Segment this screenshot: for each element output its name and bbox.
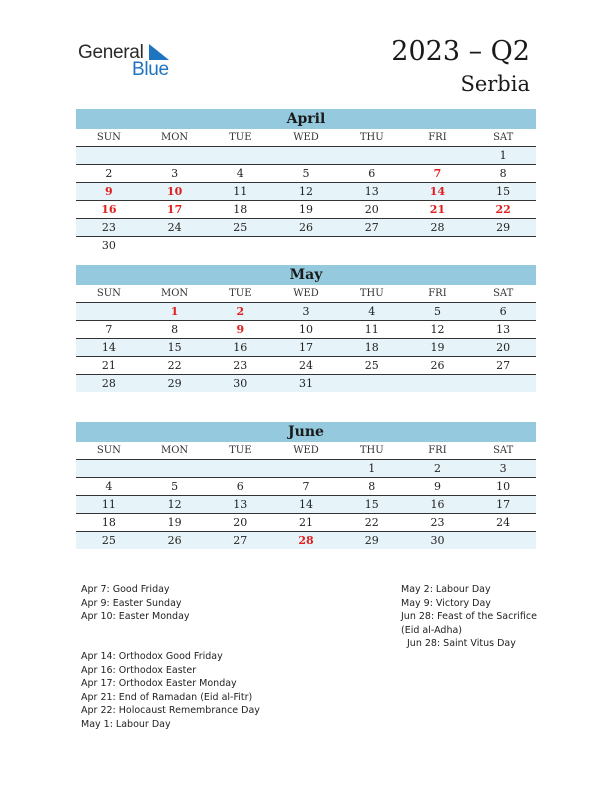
day-cell: 8: [499, 167, 507, 180]
day-cell: 30: [430, 534, 445, 547]
day-cell: 6: [236, 480, 244, 493]
day-cell: 23: [101, 221, 116, 234]
day-cell: 14: [429, 185, 446, 198]
logo-triangle-icon: [149, 44, 169, 60]
month-april: [76, 109, 536, 254]
day-cell: 8: [171, 323, 179, 336]
holiday-note: Jun 28: Feast of the Sacrifice: [401, 611, 537, 622]
day-cell: 17: [299, 341, 314, 354]
empty-day-cell: [470, 532, 536, 549]
weekday-label: MON: [160, 132, 189, 143]
day-cell: 31: [299, 377, 314, 390]
week-row: [76, 303, 536, 321]
day-cell: 22: [364, 516, 379, 529]
day-cell: 4: [368, 305, 376, 318]
weekday-label: TUE: [229, 132, 252, 143]
holiday-list-right: [401, 583, 537, 651]
holiday-note: Apr 7: Good Friday: [81, 584, 170, 595]
weekday-header-row: [76, 285, 536, 303]
week-row: [76, 219, 536, 237]
month-june: [76, 422, 536, 549]
weekday-label: MON: [160, 445, 189, 456]
day-cell: 24: [496, 516, 511, 529]
empty-day-cell: [470, 237, 536, 254]
week-row: [76, 321, 536, 339]
holiday-note: Apr 21: End of Ramadan (Eid al-Fitr): [81, 691, 253, 703]
day-cell: 25: [101, 534, 116, 547]
day-cell: 8: [368, 480, 376, 493]
empty-day-cell: [142, 460, 208, 477]
day-cell: 4: [236, 167, 244, 180]
holiday-note: May 1: Labour Day: [81, 718, 171, 730]
empty-day-cell: [339, 147, 405, 164]
day-cell: 28: [101, 377, 116, 390]
weekday-label: SUN: [96, 132, 121, 143]
day-cell: 9: [105, 185, 113, 198]
day-cell: 23: [233, 359, 248, 372]
day-cell: 7: [105, 323, 113, 336]
day-cell: 19: [430, 341, 445, 354]
country-name: Serbia: [460, 72, 530, 96]
day-cell: 21: [101, 359, 116, 372]
holiday-note: May 9: Victory Day: [401, 597, 491, 609]
day-cell: 16: [233, 341, 248, 354]
day-cell: 10: [166, 185, 183, 198]
empty-day-cell: [470, 375, 536, 392]
empty-day-cell: [339, 237, 405, 254]
empty-day-cell: [207, 147, 273, 164]
day-cell: 13: [364, 185, 379, 198]
day-cell: 11: [364, 323, 379, 336]
day-cell: 10: [299, 323, 314, 336]
day-cell: 28: [430, 221, 445, 234]
week-row: [76, 201, 536, 219]
empty-day-cell: [405, 237, 471, 254]
weekday-label: WED: [293, 445, 319, 456]
weekday-label: SAT: [493, 445, 514, 456]
day-cell: 11: [233, 185, 248, 198]
month-name: April: [76, 109, 536, 129]
month-may: [76, 265, 536, 392]
weekday-label: THU: [359, 288, 384, 299]
week-row: [76, 237, 536, 254]
day-cell: 1: [368, 462, 376, 475]
day-cell: 12: [167, 498, 182, 511]
week-row: [76, 478, 536, 496]
empty-day-cell: [207, 460, 273, 477]
day-cell: 2: [236, 305, 245, 318]
empty-day-cell: [273, 147, 339, 164]
day-cell: 26: [167, 534, 182, 547]
day-cell: 29: [167, 377, 182, 390]
empty-day-cell: [273, 237, 339, 254]
day-cell: 3: [499, 462, 507, 475]
week-row: [76, 165, 536, 183]
empty-day-cell: [76, 460, 142, 477]
weekday-label: FRI: [428, 288, 447, 299]
holiday-note: (Eid al-Adha): [401, 624, 462, 636]
week-row: [76, 147, 536, 165]
weekday-label: SUN: [96, 445, 121, 456]
empty-day-cell: [405, 147, 471, 164]
day-cell: 13: [496, 323, 511, 336]
holiday-note: May 2: Labour Day: [401, 584, 491, 595]
holiday-note: Jun 28: Saint Vitus Day: [407, 638, 516, 649]
day-cell: 27: [364, 221, 379, 234]
empty-day-cell: [339, 375, 405, 392]
week-row: [76, 532, 536, 549]
week-row: [76, 496, 536, 514]
day-cell: 21: [299, 516, 314, 529]
day-cell: 1: [170, 305, 179, 318]
day-cell: 2: [105, 167, 113, 180]
day-cell: 3: [171, 167, 179, 180]
day-cell: 6: [499, 305, 507, 318]
day-cell: 12: [430, 323, 445, 336]
weekday-header-row: [76, 129, 536, 147]
day-cell: 12: [299, 185, 314, 198]
day-cell: 7: [302, 480, 310, 493]
weekday-label: TUE: [229, 445, 252, 456]
empty-day-cell: [142, 147, 208, 164]
weekday-label: THU: [359, 132, 384, 143]
day-cell: 26: [299, 221, 314, 234]
day-cell: 7: [433, 167, 442, 180]
day-cell: 2: [433, 462, 441, 475]
day-cell: 14: [101, 341, 116, 354]
day-cell: 15: [167, 341, 182, 354]
holiday-note: Apr 17: Orthodox Easter Monday: [81, 678, 237, 689]
day-cell: 18: [101, 516, 116, 529]
day-cell: 25: [233, 221, 248, 234]
day-cell: 17: [166, 203, 183, 216]
holiday-note: Apr 9: Easter Sunday: [81, 597, 182, 609]
day-cell: 17: [496, 498, 511, 511]
holiday-note: Apr 14: Orthodox Good Friday: [81, 651, 223, 662]
weekday-label: WED: [293, 288, 319, 299]
day-cell: 15: [496, 185, 511, 198]
day-cell: 5: [171, 480, 179, 493]
empty-day-cell: [142, 237, 208, 254]
weekday-label: MON: [160, 288, 189, 299]
day-cell: 14: [299, 498, 314, 511]
day-cell: 4: [105, 480, 113, 493]
weekday-label: FRI: [428, 445, 447, 456]
weekday-label: SAT: [493, 132, 514, 143]
day-cell: 18: [233, 203, 248, 216]
day-cell: 25: [364, 359, 379, 372]
empty-day-cell: [207, 237, 273, 254]
weekday-label: THU: [359, 445, 384, 456]
day-cell: 24: [299, 359, 314, 372]
month-name: May: [76, 265, 536, 285]
day-cell: 22: [167, 359, 182, 372]
month-name: June: [76, 422, 536, 442]
day-cell: 16: [101, 203, 117, 216]
day-cell: 6: [368, 167, 376, 180]
day-cell: 13: [233, 498, 248, 511]
holiday-note: Apr 22: Holocaust Remembrance Day: [81, 705, 260, 716]
day-cell: 20: [233, 516, 248, 529]
day-cell: 29: [496, 221, 511, 234]
week-row: [76, 183, 536, 201]
day-cell: 10: [496, 480, 511, 493]
day-cell: 19: [299, 203, 314, 216]
day-cell: 24: [167, 221, 182, 234]
day-cell: 5: [433, 305, 441, 318]
day-cell: 11: [101, 498, 116, 511]
logo-word-general: General: [78, 42, 144, 63]
day-cell: 27: [496, 359, 511, 372]
holiday-note: Apr 10: Easter Monday: [81, 611, 190, 622]
day-cell: 5: [302, 167, 310, 180]
week-row: [76, 514, 536, 532]
day-cell: 9: [433, 480, 441, 493]
logo-word-blue: Blue: [132, 59, 169, 80]
day-cell: 9: [236, 323, 245, 336]
day-cell: 15: [364, 498, 379, 511]
holiday-note: Apr 16: Orthodox Easter: [81, 664, 197, 676]
day-cell: 1: [499, 149, 507, 162]
weekday-label: FRI: [428, 132, 447, 143]
weekday-label: SUN: [96, 288, 121, 299]
holiday-list-left-top: [81, 583, 190, 624]
empty-day-cell: [76, 147, 142, 164]
weekday-label: SAT: [493, 288, 514, 299]
day-cell: 18: [364, 341, 379, 354]
day-cell: 30: [233, 377, 248, 390]
day-cell: 21: [429, 203, 446, 216]
empty-day-cell: [76, 303, 142, 320]
weekday-label: TUE: [229, 288, 252, 299]
day-cell: 30: [101, 239, 116, 252]
day-cell: 19: [167, 516, 182, 529]
holiday-list-left-bottom: [81, 650, 260, 731]
weekday-header-row: [76, 442, 536, 460]
page-title: 2023 – Q2: [391, 36, 530, 67]
empty-day-cell: [405, 375, 471, 392]
empty-day-cell: [273, 460, 339, 477]
day-cell: 3: [302, 305, 310, 318]
day-cell: 26: [430, 359, 445, 372]
week-row: [76, 357, 536, 375]
day-cell: 22: [495, 203, 511, 216]
day-cell: 20: [364, 203, 379, 216]
brand-logo: [78, 40, 178, 80]
day-cell: 23: [430, 516, 445, 529]
day-cell: 20: [496, 341, 511, 354]
week-row: [76, 375, 536, 392]
weekday-label: WED: [293, 132, 319, 143]
week-row: [76, 460, 536, 478]
day-cell: 29: [364, 534, 379, 547]
day-cell: 27: [233, 534, 248, 547]
week-row: [76, 339, 536, 357]
day-cell: 28: [298, 534, 314, 547]
day-cell: 16: [430, 498, 445, 511]
